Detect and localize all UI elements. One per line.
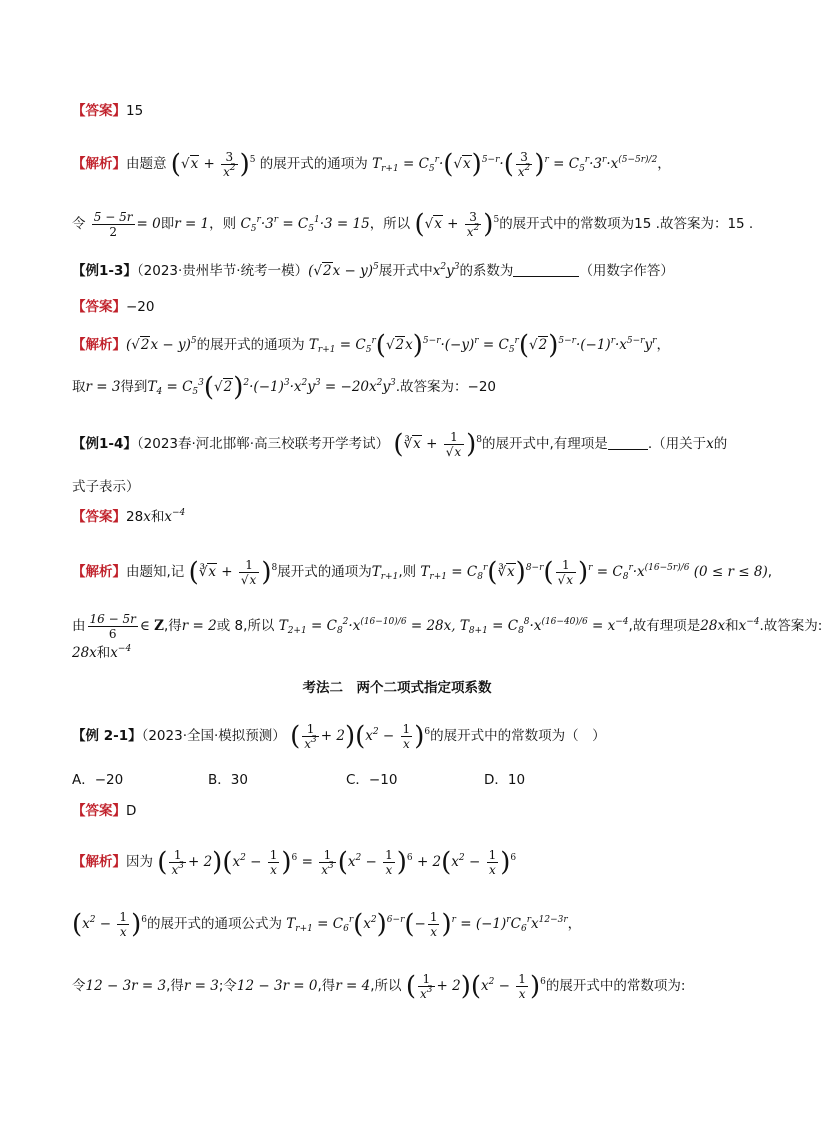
answer-blank[interactable] bbox=[513, 262, 579, 277]
analysis-line-1-3-b: 取r = 3得到$T_4 = C_5^3(√2)^2\cdot(-1)^3\cdot x^2y^3 = -20x^2y^3$.故答案为：−20 bbox=[72, 372, 497, 403]
question-1-4: 【例1-4】（2023春·河北邯郸·高三校联考开学考试） (∛x + $\frac{1}{√x}$ )$^8$的展开式中,有理项是 .（用关于x的 bbox=[72, 429, 728, 460]
analysis-line-1-2-b: 令 $\frac{5 - 5r}{2}$ = 0即r = 1，则 $C_5^r\cdot 3^r = C_5^1\cdot 3 = 15$，所以 (√x + $\frac{3}{x^2}$ )$^5$的展开式中的常数项为15 .故答案为：15 . bbox=[72, 209, 754, 240]
analysis-line-2-1-b: ($x^2$ − $\frac{1}{x}$ )$^6$的展开式的通项公式为 $T_{r+1} = C_6^r(x^2)^{6-r}(-$ $\frac{1}{x}$ )$^r = (-1)^rC_6^rx^{12-3r}$， bbox=[72, 909, 582, 940]
analysis-line-1-4-b: 由 $\frac{16 - 5r}{6}$ ∈ Z,得r = 2或 8,所以 $T_{2+1} = C_8^2\cdot x^{(16-10)/6} = 28x$, $T_{8+1} = C_8^8\cdot x^{(16-40)/6} = x^{-4}$,故有理项是28x和$x^{-4}$.故答案为: bbox=[72, 612, 822, 641]
analysis-line-2-1-c: 令12 − 3r = 3,得r = 3;令12 − 3r = 0,得r = 4,所以 ( $\frac{1}{x^3}$ + $2)(x^2$ − $\frac{1}{x}$ )$^6$的展开式中的常数项为: bbox=[72, 971, 686, 1002]
answer-tag: 【答案】 bbox=[72, 103, 126, 119]
answer-value: 15 bbox=[126, 103, 144, 119]
option-b[interactable]: B．30 bbox=[208, 772, 248, 788]
math-expr: (√x + $\frac{3}{x^2}$ )$^5$ bbox=[170, 149, 256, 180]
answer-blank[interactable] bbox=[608, 435, 648, 450]
option-a[interactable]: A．−20 bbox=[72, 772, 124, 788]
answer-line-1-3: 【答案】−20 bbox=[72, 299, 155, 315]
question-1-4-cont: 式子表示） bbox=[72, 479, 140, 495]
option-d[interactable]: D．10 bbox=[484, 772, 526, 788]
analysis-line-1-2-a: 【解析】由题意 (√x + $\frac{3}{x^2}$ )$^5$ 的展开式的通项为 $T_{r+1} = C_5^r\cdot(√x)^{5-r}\cdot$( $\frac{3}{x^2}$ )$^r = C_5^r\cdot 3^r\cdot x^{(5-5r)/2}$， bbox=[72, 149, 671, 180]
analysis-line-1-4-a: 【解析】由题知,记 (∛x + $\frac{1}{√x}$ )$^8$展开式的通项为$T_{r+1}$,则 $T_{r+1}$ = $C_8^r(∛x)^{8-r}$( $\frac{1}{√x}$ )$^r = C_8^r\cdot x^{(16-5r)/6}$ (0 ≤ r ≤ 8), bbox=[72, 557, 773, 588]
analysis-line-2-1-a: 【解析】因为 ( $\frac{1}{x^3}$ + $2)(x^2$ − $\frac{1}{x}$ )$^6$ = $\frac{1}{x^3}$ ($x^2$ − $\frac{1}{x}$ )$^6 + 2(x^2$ − $\frac{1}{x}$ )$^6$ bbox=[72, 847, 517, 878]
analysis-line-1-4-c: 28x和$x^{-4}$ bbox=[72, 644, 132, 661]
math-expr: $T_{r+1} = C_5^r\cdot(√x)^{5-r}\cdot$( $\frac{3}{x^2}$ )$^r = C_5^r\cdot 3^r\cdot x^{(5-5r)/2}$ bbox=[372, 149, 658, 180]
question-1-3: 【例1-3】（2023·贵州毕节·统考一模）$(√2x - y)^5$展开式中$x^2y^3$的系数为 （用数字作答） bbox=[72, 262, 674, 279]
analysis-line-1-3-a: 【解析】$(√2x - y)^5$的展开式的通项为 $T_{r+1} = C_5^r(√2x)^{5-r}\cdot(-y)^r = C_5^r(√2)^{5-r}\cdot(-1)^r\cdot x^{5-r}y^r$， bbox=[72, 330, 670, 361]
answer-line-2-1: 【答案】D bbox=[72, 803, 137, 819]
analysis-tag: 【解析】 bbox=[72, 156, 126, 172]
answer-line-1-2 bbox=[72, 102, 722, 120]
question-2-1: 【例 2-1】（2023·全国·模拟预测） ( $\frac{1}{x^3}$ + $2)(x^2$ − $\frac{1}{x}$ )$^6$的展开式中的常数项为（ ） bbox=[72, 721, 606, 752]
answer-line-1-4: 【答案】28x和$x^{-4}$ bbox=[72, 508, 186, 525]
section-title: 考法二 两个二项式指定项系数 bbox=[302, 680, 492, 696]
option-c[interactable]: C．−10 bbox=[346, 772, 398, 788]
